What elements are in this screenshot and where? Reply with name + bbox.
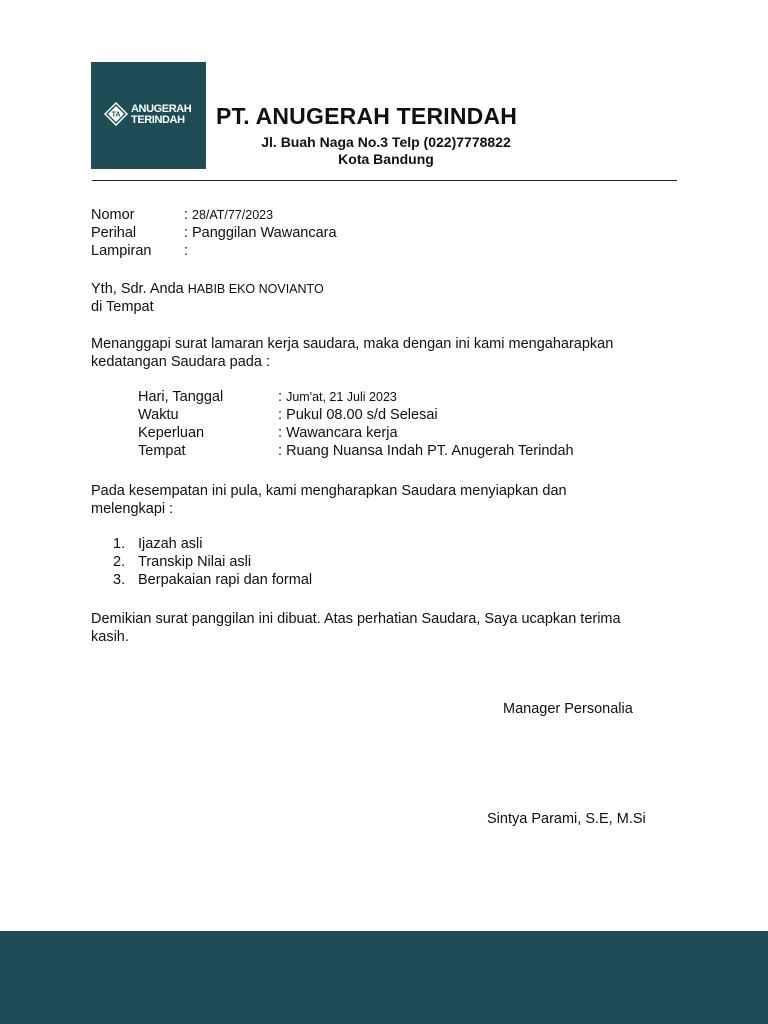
header-divider [92,180,677,181]
list-number: 2. [113,554,126,570]
request-line-2: melengkapi : [91,501,174,517]
detail-row [138,389,397,405]
signature-title: Manager Personalia [503,701,633,717]
intro-line-2: kedatangan Saudara pada : [91,354,270,370]
company-address: Jl. Buah Naga No.3 Telp (022)7778822 [261,134,511,150]
recipient-name: HABIB EKO NOVIANTO [187,282,324,296]
closing-line-1: Demikian surat panggilan ini dibuat. Atas perhatian Saudara, Saya ucapkan terima [91,611,621,627]
detail-label: Tempat [138,443,186,459]
detail-separator: : [278,389,283,405]
lampiran-separator: : [184,243,189,259]
detail-value: Ruang Nuansa Indah PT. Anugerah Terindah [286,443,574,459]
detail-row [138,407,438,423]
list-text: Transkip Nilai asli [138,554,252,570]
detail-row [138,425,398,441]
logo-diamond-icon [104,102,128,126]
detail-separator: : [278,407,283,423]
signature-name: Sintya Parami, S.E, M.Si [487,811,646,827]
recipient-salutation: Yth, Sdr. Anda [91,281,184,297]
list-item [113,554,251,570]
logo-mark-text: TA [111,111,121,119]
detail-label: Waktu [138,407,179,423]
meta-nomor [91,207,273,223]
list-text: Ijazah asli [138,536,203,552]
list-number: 1. [113,536,126,552]
detail-separator: : [278,443,283,459]
perihal-label: Perihal [91,225,137,241]
recipient-line [91,280,324,298]
nomor-label: Nomor [91,207,135,223]
detail-label: Keperluan [138,425,205,441]
perihal-separator: : [184,225,189,241]
logo-text-line1: ANUGERAH [131,103,192,115]
detail-label: Hari, Tanggal [138,389,224,405]
list-number: 3. [113,572,126,588]
nomor-value: 28/AT/77/2023 [192,208,274,222]
meta-lampiran [91,243,192,259]
request-line-1: Pada kesempatan ini pula, kami mengharapkan Saudara menyiapkan dan [91,483,567,499]
footer-band [0,931,768,1024]
detail-value: Pukul 08.00 s/d Selesai [286,407,438,423]
meta-perihal [91,225,337,241]
recipient-place: di Tempat [91,299,154,315]
list-text: Berpakaian rapi dan formal [138,572,313,588]
list-item [113,536,202,552]
detail-value: Jum'at, 21 Juli 2023 [286,390,397,404]
company-name: PT. ANUGERAH TERINDAH [216,103,518,129]
closing-line-2: kasih. [91,629,129,645]
perihal-value: Panggilan Wawancara [192,225,337,241]
company-city: Kota Bandung [338,151,434,167]
detail-separator: : [278,425,283,441]
intro-line-1: Menanggapi surat lamaran kerja saudara, maka dengan ini kami mengaharapkan [91,336,614,352]
list-item [113,572,312,588]
detail-row [138,443,574,459]
nomor-separator: : [184,207,189,223]
detail-value: Wawancara kerja [286,425,398,441]
logo-wordmark [131,104,191,126]
company-logo [91,62,206,169]
lampiran-label: Lampiran [91,243,152,259]
logo-text-line2: TERINDAH [131,114,185,126]
